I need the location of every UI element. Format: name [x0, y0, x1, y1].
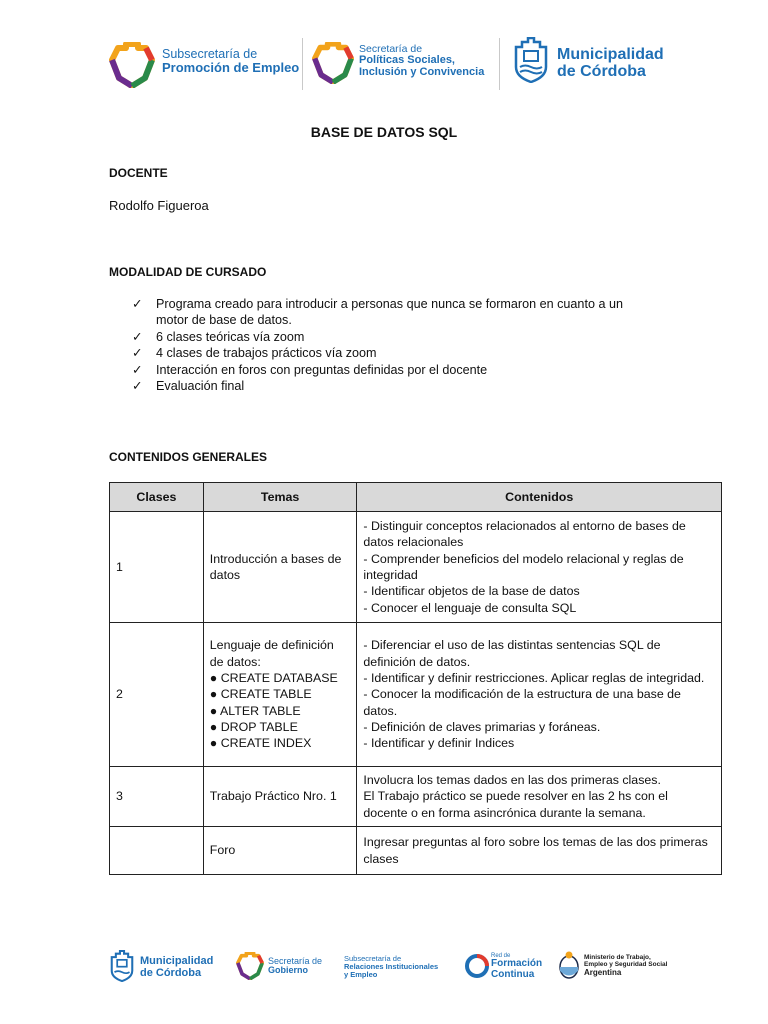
logo-divider: [302, 38, 303, 90]
logo-politicas-sociales: Secretaría de Políticas Sociales, Inclusión y Convivencia: [359, 43, 485, 78]
table-row: [110, 623, 722, 767]
column-header-clases: Clases: [110, 483, 204, 512]
clase-cell: [110, 827, 204, 875]
table-row: [110, 827, 722, 875]
tema-cell: Trabajo Práctico Nro. 1: [203, 767, 357, 827]
checkmark-icon: ✓: [132, 346, 143, 361]
contenido-cell: - Diferenciar el uso de las distintas sentencias SQL de definición de datos. - Identificar y definir restricciones. Aplicar reglas de integridad. - Conocer la modificación de la estructura de una base de datos. - Definición de claves primarias y foráneas. - Identificar y definir Indices: [357, 623, 722, 767]
docente-name: Rodolfo Figueroa: [109, 198, 209, 213]
formacion-continua-icon: [464, 953, 490, 979]
list-item: ✓ Evaluación final: [132, 379, 245, 394]
list-item: ✓ 4 clases de trabajos prácticos vía zoom: [132, 346, 377, 361]
checkmark-icon: ✓: [132, 362, 143, 377]
tema-cell: Lenguaje de definición de datos: ● CREATE DATABASE ● CREATE TABLE ● ALTER TABLE ● DROP TABLE ● CREATE INDEX: [203, 623, 357, 767]
footer-logo-municipalidad: Municipalidad de Córdoba: [140, 955, 214, 979]
cordoba-coat-of-arms-icon: [512, 37, 550, 83]
contenidos-heading: CONTENIDOS GENERALES: [109, 450, 268, 464]
footer-logo-formacion-continua: Red de Formación Continua: [491, 953, 543, 980]
contenido-cell: - Distinguir conceptos relacionados al entorno de bases de datos relacionales - Comprender beneficios del modelo relacional y reglas de integridad - Identificar objetos de la base de datos - Conocer el lenguaje de consulta SQL: [357, 512, 722, 623]
footer-logo-secretaria-gobierno: Secretaría de Gobierno: [268, 956, 323, 976]
table-row: [110, 512, 722, 623]
clase-cell: 1: [110, 512, 204, 623]
clase-cell: 3: [110, 767, 204, 827]
list-item: ✓ 6 clases teóricas vía zoom: [132, 329, 305, 344]
table-header-row: [110, 483, 722, 512]
logo-municipalidad-cordoba: Municipalidad de Córdoba: [557, 46, 664, 80]
checkmark-icon: ✓: [132, 329, 143, 344]
argentina-coat-of-arms-icon: [558, 950, 580, 980]
secretaria-gobierno-shield-icon: [236, 952, 264, 980]
checkmark-icon: ✓: [132, 297, 143, 311]
document-title: BASE DE DATOS SQL: [310, 124, 458, 140]
footer-logo-ministerio-trabajo: Ministerio de Trabajo, Empleo y Seguridad Social Argentina: [584, 954, 668, 977]
modalidad-list: [132, 296, 656, 394]
footer-logo-relaciones-institucionales: Subsecretaría de Relaciones Institucionales y Empleo: [344, 954, 439, 979]
modalidad-heading: MODALIDAD DE CURSADO: [109, 265, 267, 279]
column-header-temas: Temas: [203, 483, 357, 512]
contenido-cell: Involucra los temas dados en las dos primeras clases. El Trabajo práctico se puede resolver en las 2 hs con el docente o en forma asincrónica durante la semana.: [357, 767, 722, 827]
checkmark-icon: ✓: [132, 379, 143, 394]
clase-cell: 2: [110, 623, 204, 767]
table-row: [110, 767, 722, 827]
contenidos-table: [109, 482, 722, 875]
list-item: ✓ Programa creado para introducir a personas que nunca se formaron en cuanto a un motor de base de datos.: [132, 297, 623, 328]
contenido-cell: Ingresar preguntas al foro sobre los temas de las dos primeras clases: [357, 827, 722, 875]
cordoba-coat-of-arms-icon: [109, 950, 135, 982]
docente-heading: DOCENTE: [109, 166, 168, 180]
list-item: ✓ Interacción en foros con preguntas definidas por el docente: [132, 362, 488, 377]
column-header-contenidos: Contenidos: [357, 483, 722, 512]
tema-cell: Introducción a bases de datos: [203, 512, 357, 623]
tema-cell: Foro: [203, 827, 357, 875]
politicas-sociales-shield-icon: [312, 42, 354, 84]
promocion-empleo-shield-icon: [109, 42, 155, 88]
logo-divider: [499, 38, 500, 90]
logo-promocion-empleo: Subsecretaría de Promoción de Empleo: [162, 47, 300, 76]
